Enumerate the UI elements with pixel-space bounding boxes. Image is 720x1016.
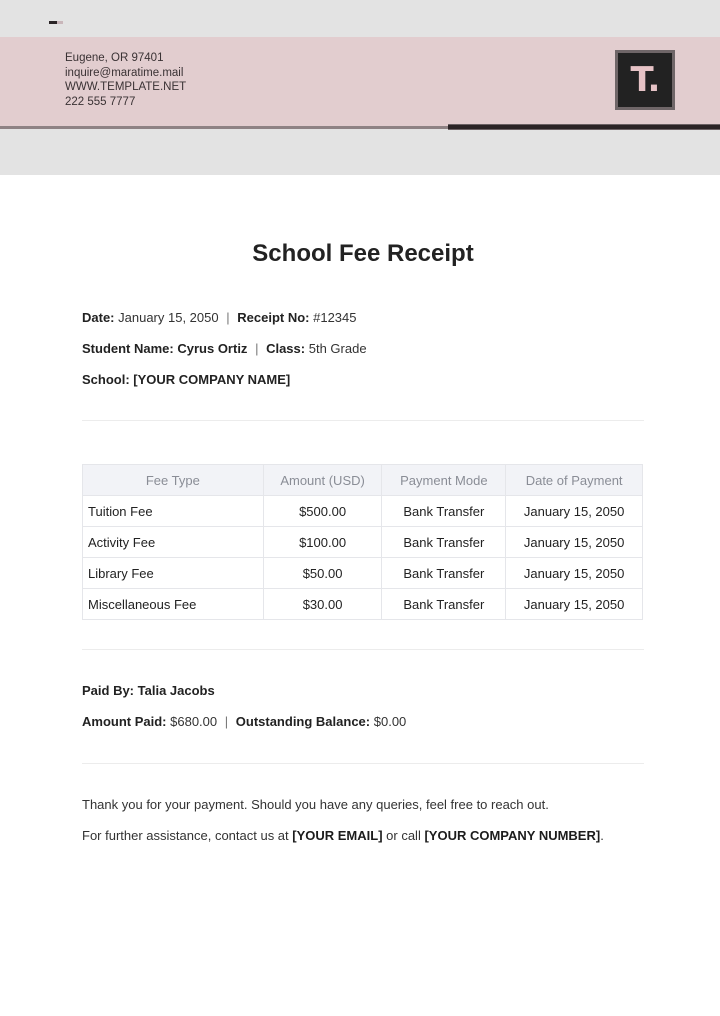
cell-fee-type: Library Fee — [83, 558, 264, 589]
phone-placeholder: [YOUR COMPANY NUMBER] — [424, 828, 601, 843]
assist-suffix: . — [600, 828, 604, 843]
date-value: January 15, 2050 — [118, 310, 219, 325]
separator: | — [226, 310, 230, 325]
company-logo — [615, 50, 675, 110]
separator: | — [255, 341, 259, 356]
student-class-line — [82, 341, 367, 356]
date-receipt-line — [82, 310, 357, 325]
student-value: Cyrus Ortiz — [177, 341, 248, 356]
assist-prefix: For further assistance, contact us at — [82, 828, 293, 843]
table-row — [83, 558, 643, 589]
cell-amount: $30.00 — [263, 589, 382, 620]
paid-by-value: Talia Jacobs — [137, 683, 215, 698]
class-label: Class: — [266, 341, 306, 356]
divider — [82, 763, 644, 764]
contact-block — [65, 51, 186, 109]
cell-payment-mode: Bank Transfer — [382, 527, 506, 558]
class-value: 5th Grade — [308, 341, 367, 356]
table-header-row — [83, 465, 643, 496]
paid-by-line — [82, 683, 215, 698]
table-row — [83, 589, 643, 620]
logo-letter: T. — [630, 60, 660, 100]
header-payment-mode: Payment Mode — [382, 465, 506, 496]
contact-website: WWW.TEMPLATE.NET — [65, 81, 187, 93]
header-rule-thick — [448, 124, 720, 130]
balance-value: $0.00 — [373, 714, 407, 729]
page-title: School Fee Receipt — [252, 240, 474, 267]
divider — [82, 649, 644, 650]
cell-date: January 15, 2050 — [506, 527, 643, 558]
divider — [82, 420, 644, 421]
student-label: Student Name: — [82, 341, 174, 356]
cell-amount: $50.00 — [263, 558, 382, 589]
email-placeholder: [YOUR EMAIL] — [292, 828, 383, 843]
contact-phone: 222 555 7777 — [65, 95, 136, 108]
receipt-value: #12345 — [313, 310, 357, 325]
header-date-of-payment: Date of Payment — [506, 465, 643, 496]
school-line — [82, 372, 290, 387]
school-value: [YOUR COMPANY NAME] — [133, 372, 291, 387]
header-rule-thin — [0, 126, 450, 129]
cell-date: January 15, 2050 — [506, 496, 643, 527]
table-row — [83, 527, 643, 558]
header-fee-type: Fee Type — [83, 465, 264, 496]
date-label: Date: — [82, 310, 115, 325]
school-label: School: — [82, 372, 130, 387]
cell-fee-type: Tuition Fee — [83, 496, 264, 527]
cell-amount: $100.00 — [263, 527, 382, 558]
cell-fee-type: Activity Fee — [83, 527, 264, 558]
separator: | — [224, 714, 229, 729]
amount-balance-line — [82, 714, 406, 729]
fee-table — [82, 464, 643, 620]
header-amount: Amount (USD) — [263, 465, 382, 496]
balance-label: Outstanding Balance: — [235, 714, 371, 729]
contact-address: Eugene, OR 97401 — [65, 52, 164, 64]
cell-fee-type: Miscellaneous Fee — [83, 589, 264, 620]
cell-payment-mode: Bank Transfer — [382, 558, 506, 589]
paid-by-label: Paid By: — [82, 683, 135, 698]
amount-paid-value: $680.00 — [170, 714, 218, 729]
contact-email: inquire@maratime.mail — [65, 66, 184, 79]
assist-mid: or call — [382, 828, 425, 843]
amount-paid-label: Amount Paid: — [82, 714, 167, 729]
cell-date: January 15, 2050 — [506, 589, 643, 620]
thank-you-text: Thank you for your payment. Should you have any queries, feel free to reach out. — [82, 797, 549, 812]
receipt-label: Receipt No: — [237, 310, 310, 325]
assistance-text — [82, 828, 604, 843]
decorative-bars — [49, 21, 63, 24]
table-row — [83, 496, 643, 527]
cell-payment-mode: Bank Transfer — [382, 496, 506, 527]
cell-date: January 15, 2050 — [506, 558, 643, 589]
cell-payment-mode: Bank Transfer — [382, 589, 506, 620]
cell-amount: $500.00 — [263, 496, 382, 527]
